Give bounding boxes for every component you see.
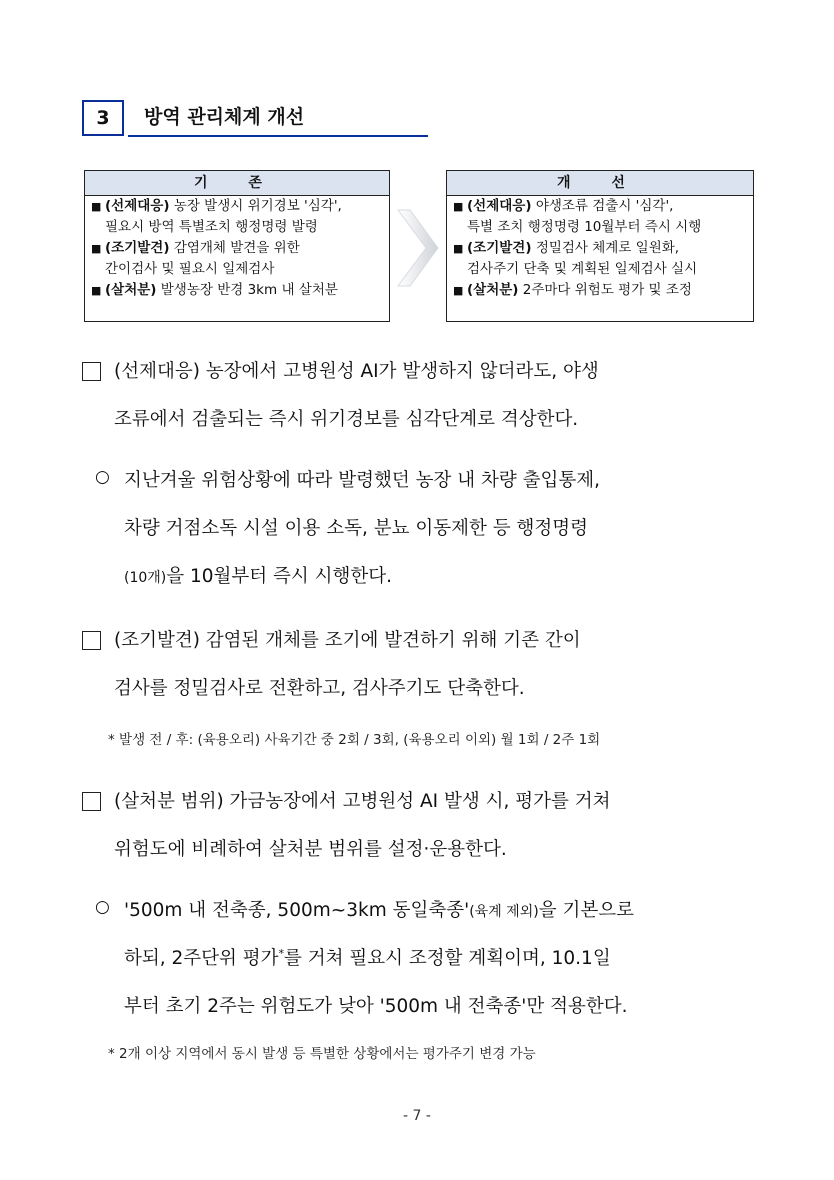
square-bullet-icon: ■	[91, 200, 102, 213]
comparison-before-header: 기 존	[85, 171, 389, 196]
comparison-after-header: 개 선	[447, 171, 753, 196]
p1-sub-count: (10개)	[124, 570, 167, 586]
p3-sub-line1-text: '500m 내 전축종, 500m~3km 동일축종'	[124, 900, 470, 921]
square-bullet-icon: ■	[91, 242, 102, 255]
square-bullet-icon: ■	[453, 200, 464, 213]
right-arrow-icon	[396, 208, 440, 288]
after-item-early-detection	[447, 238, 753, 280]
comparison-after-box	[446, 170, 754, 322]
after-item-text: 정밀검사 체계로 일원화,	[535, 240, 680, 256]
before-item-preemptive	[85, 196, 389, 238]
after-item-label: (살처분)	[467, 282, 519, 298]
section-title: 방역 관리체계 개선	[144, 106, 305, 128]
p3-sub-line1-text: 을 기본으로	[538, 900, 634, 921]
p2-note: * 발생 전 / 후: (육용오리) 사육기간 중 2회 / 3회, (육용오리 이외) 월 1회 / 2주 1회	[108, 732, 601, 748]
before-item-text: 필요시 방역 특별조치 행정명령 발령	[105, 219, 318, 235]
p1-line1: (선제대응) 농장에서 고병원성 AI가 발생하지 않더라도, 야생	[114, 361, 599, 382]
p2-line1: (조기발견) 감염된 개체를 조기에 발견하기 위해 기존 간이	[114, 630, 581, 651]
square-bullet-icon: ■	[453, 242, 464, 255]
p3-sub-line2	[124, 944, 611, 970]
after-item-preemptive	[447, 196, 753, 238]
checkbox-bullet-icon	[82, 362, 101, 381]
before-item-label: (조기발견)	[105, 240, 170, 256]
after-item-text: 야생조류 검출시 '심각',	[535, 198, 674, 214]
checkbox-bullet-icon	[82, 631, 101, 650]
section-underline	[128, 135, 428, 137]
before-item-label: (선제대응)	[105, 198, 170, 214]
before-item-text: 농장 발생시 위기경보 '심각',	[173, 198, 342, 214]
footnote-marker: *	[278, 946, 285, 960]
page-number: - 7 -	[403, 1108, 431, 1124]
after-item-text: 2주마다 위험도 평가 및 조정	[522, 282, 692, 298]
p3-line2: 위험도에 비례하여 살처분 범위를 설정·운용한다.	[114, 839, 507, 860]
p1-sub-line3	[124, 562, 392, 588]
before-item-text: 발생농장 반경 3km 내 살처분	[160, 282, 338, 298]
after-item-label: (선제대응)	[467, 198, 532, 214]
p3-sub-line1	[124, 896, 634, 922]
before-item-early-detection	[85, 238, 389, 280]
after-item-text: 검사주기 단축 및 계획된 일제검사 실시	[467, 261, 698, 277]
circle-bullet-icon: ○	[95, 897, 110, 917]
before-item-text: 감염개체 발견을 위한	[173, 240, 300, 256]
checkbox-bullet-icon	[82, 792, 101, 811]
p1-sub-line3-text: 을 10월부터 즉시 시행한다.	[166, 566, 393, 587]
p2-line2: 검사를 정밀검사로 전환하고, 검사주기도 단축한다.	[114, 678, 525, 699]
before-item-label: (살처분)	[105, 282, 157, 298]
p3-sub-line3: 부터 초기 2주는 위험도가 낮아 '500m 내 전축종'만 적용한다.	[124, 996, 628, 1017]
p3-note: * 2개 이상 지역에서 동시 발생 등 특별한 상황에서는 평가주기 변경 가능	[108, 1046, 536, 1062]
p1-sub-line2: 차량 거점소독 시설 이용 소독, 분뇨 이동제한 등 행정명령	[124, 518, 588, 539]
after-item-culling	[447, 280, 753, 301]
circle-bullet-icon: ○	[95, 467, 110, 487]
p3-sub-line2-text: 하되, 2주단위 평가	[124, 948, 279, 969]
p3-line1: (살처분 범위) 가금농장에서 고병원성 AI 발생 시, 평가를 거쳐	[114, 791, 611, 812]
after-item-text: 특별 조치 행정명령 10월부터 즉시 시행	[467, 219, 702, 235]
square-bullet-icon: ■	[453, 284, 464, 297]
before-item-culling	[85, 280, 389, 301]
p3-sub-exclusion: (육계 제외)	[469, 904, 539, 920]
before-item-text: 간이검사 및 필요시 일제검사	[105, 261, 275, 277]
square-bullet-icon: ■	[91, 284, 102, 297]
comparison-before-items	[85, 196, 389, 301]
comparison-after-items	[447, 196, 753, 301]
p3-sub-line2-text: 를 거쳐 필요시 조정할 계획이며, 10.1일	[284, 948, 611, 969]
section-number: 3	[82, 100, 124, 136]
p1-line2: 조류에서 검출되는 즉시 위기경보를 심각단계로 격상한다.	[114, 409, 579, 430]
after-item-label: (조기발견)	[467, 240, 532, 256]
p1-sub-line1: 지난겨울 위험상황에 따라 발령했던 농장 내 차량 출입통제,	[124, 470, 600, 491]
comparison-before-box	[84, 170, 390, 322]
